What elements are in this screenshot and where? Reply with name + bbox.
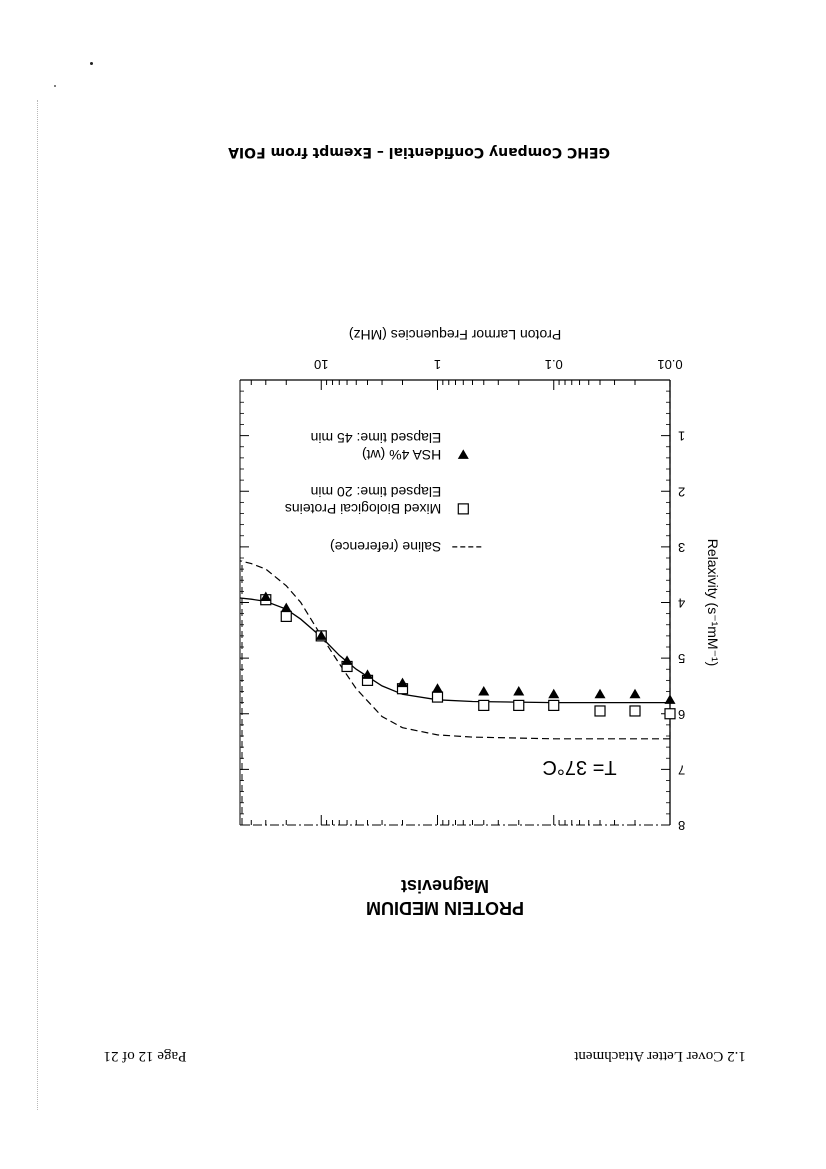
mixed-protein-point [433, 692, 443, 702]
temperature-annotation: T= 37°C [542, 756, 617, 779]
hsa-point [478, 686, 489, 696]
hsa-point [342, 655, 353, 665]
hsa-point [513, 686, 524, 696]
mixed-protein-point [514, 700, 524, 710]
legend-mixed-label-2: Elapsed time: 20 min [310, 483, 442, 500]
fit-line [240, 598, 670, 703]
legend-mixed-swatch [458, 504, 468, 514]
chart-svg [170, 300, 730, 960]
y-tick-label: 8 [678, 818, 686, 833]
y-tick-label: 2 [678, 484, 686, 500]
y-tick-label: 6 [678, 706, 686, 722]
scan-speck [54, 85, 56, 87]
chart-container [170, 300, 730, 960]
legend-hsa-label-2: Elapsed time: 45 min [310, 429, 442, 446]
y-axis-label: Relaxivity (s⁻¹mM⁻¹) [705, 538, 721, 667]
hsa-point [432, 683, 443, 693]
y-tick-label: 5 [678, 651, 686, 667]
mixed-protein-point [665, 709, 675, 719]
hsa-point [665, 694, 676, 704]
scan-margin-line [37, 100, 38, 1110]
hsa-point [595, 689, 606, 699]
footer-page-number: Page 12 of 21 [103, 1048, 187, 1064]
y-tick-label: 1 [678, 428, 686, 444]
hsa-point [548, 689, 559, 699]
chart-title: PROTEIN MEDIUM [365, 898, 525, 918]
legend-mixed-label-1: Mixed Biologicai Proteins [284, 500, 442, 517]
legend-saline-label: Saline (reference) [330, 538, 442, 555]
legend-hsa-swatch [458, 449, 469, 459]
mixed-protein-point [479, 700, 489, 710]
mixed-protein-point [595, 706, 605, 716]
mixed-protein-point [281, 611, 291, 621]
footer-attachment-label: 1.2 Cover Letter Attachment [574, 1048, 746, 1064]
scan-speck [90, 62, 93, 65]
mixed-protein-point [630, 706, 640, 716]
y-tick-label: 7 [678, 762, 686, 778]
chart-subtitle: Magnevist [400, 876, 490, 896]
y-tick-label: 3 [678, 539, 686, 555]
hsa-point [630, 689, 641, 699]
x-axis-label: Proton Larmor Frequencies (MHz) [348, 327, 562, 343]
x-tick-label: 0.1 [544, 357, 563, 372]
x-tick-label: 0.01 [657, 357, 683, 372]
mixed-protein-point [549, 700, 559, 710]
confidential-header: GEHC Company Confidential – Exempt from FOIA [228, 144, 610, 160]
legend-hsa-label-1: HSA 4% (wt) [361, 446, 442, 463]
x-tick-label: 10 [314, 357, 329, 372]
x-tick-label: 1 [433, 357, 442, 372]
y-tick-label: 4 [678, 595, 686, 611]
hsa-point [397, 678, 408, 688]
